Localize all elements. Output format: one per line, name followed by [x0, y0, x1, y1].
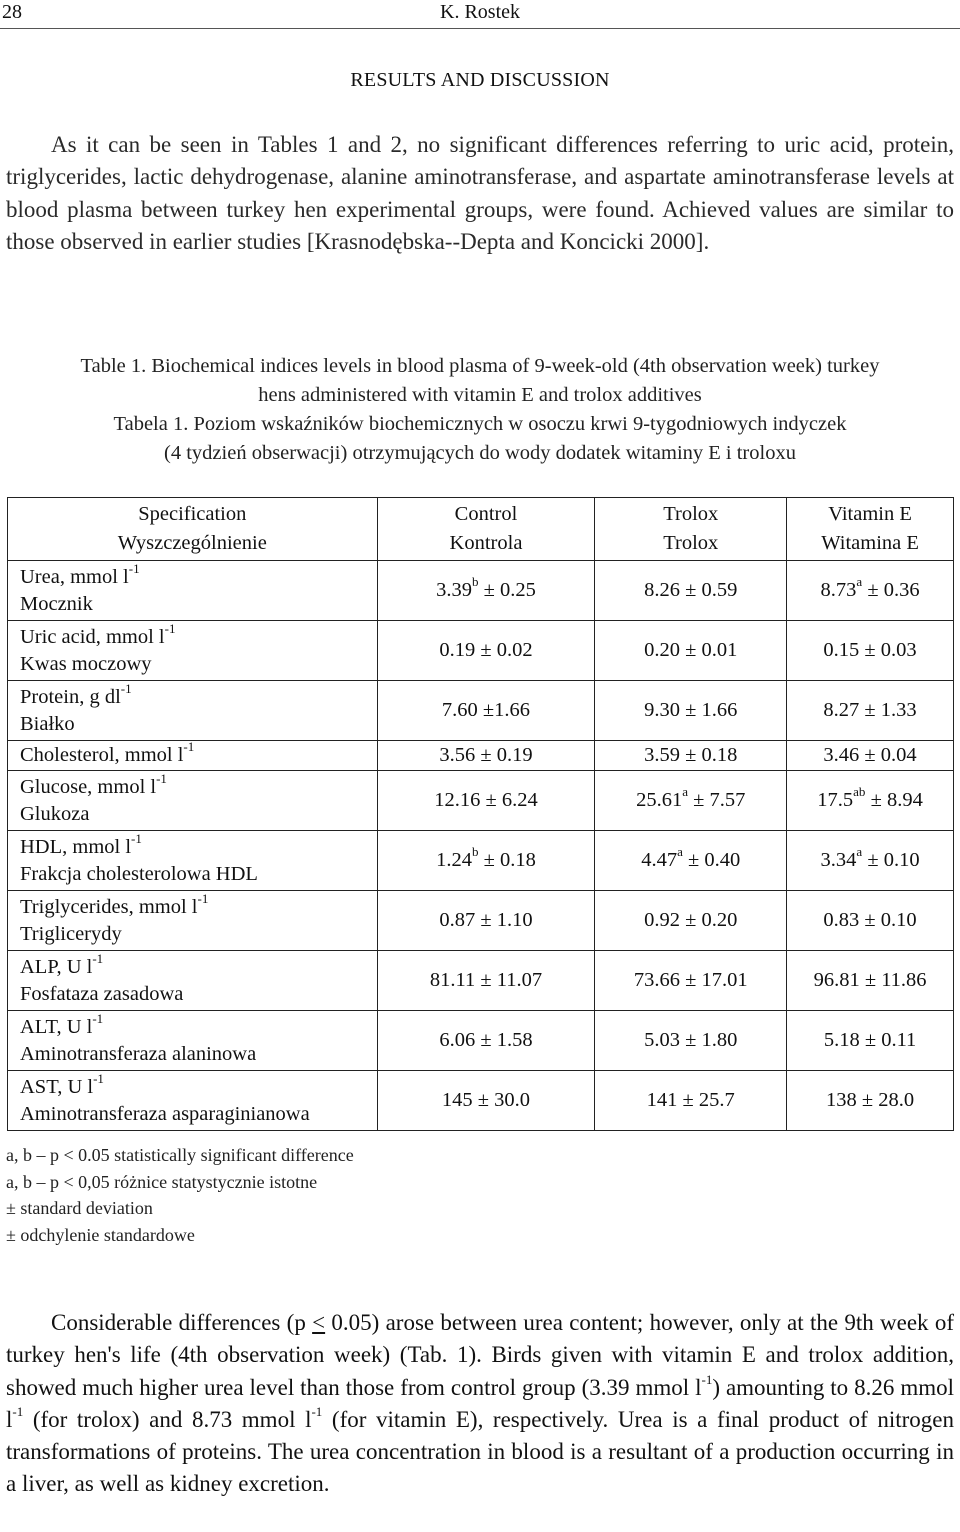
cell-trolox	[595, 951, 787, 1011]
cell-control	[377, 1071, 595, 1131]
row-name-pl: Triglicerydy	[20, 922, 122, 945]
cell-mean: 5.18 ± 0.11	[823, 1029, 917, 1051]
cell-mean: 8.27 ± 1.33	[823, 699, 917, 721]
unit-exponent: -1	[92, 950, 104, 966]
row-name-en	[20, 1070, 377, 1102]
unit-exponent: -1	[120, 680, 132, 696]
unit-exponent: -1	[156, 770, 167, 786]
row-name-en-text: Protein, g dl	[20, 685, 121, 708]
header-spec-en: Specification	[138, 503, 247, 525]
significance-letter: a	[856, 844, 863, 860]
row-name-pl: Frakcja cholesterolowa HDL	[20, 862, 258, 885]
row-name-en-text: ALP, U l	[20, 955, 93, 978]
row-specification	[8, 951, 378, 1011]
row-name-en	[20, 680, 377, 712]
row-name-en	[20, 620, 377, 652]
cell-mean: 1.24	[436, 849, 472, 871]
row-name-en-text: Cholesterol, mmol l	[20, 744, 184, 766]
table-row	[8, 681, 954, 741]
table-row	[8, 891, 954, 951]
row-specification	[8, 1011, 378, 1071]
cell-vitamin-e	[787, 891, 954, 951]
significance-letter: ab	[853, 784, 866, 800]
cell-mean: 3.39	[436, 579, 472, 601]
cell-control	[377, 561, 595, 621]
row-name-en-text: Uric acid, mmol l	[20, 625, 165, 648]
row-name-pl: Aminotransferaza alaninowa	[20, 1042, 257, 1065]
unit-exponent: -1	[311, 1404, 323, 1420]
row-name-en	[20, 770, 377, 802]
cell-mean: 4.47	[641, 849, 678, 871]
cell-mean: 8.73	[820, 579, 857, 601]
row-name-en-text: ALT, U l	[20, 1015, 93, 1038]
unit-exponent: -1	[12, 1404, 24, 1420]
header-specification	[8, 498, 378, 561]
row-name-en-text: Glucose, mmol l	[20, 775, 157, 798]
cell-mean: 81.11 ± 11.07	[429, 969, 543, 991]
cell-vitamin-e	[787, 621, 954, 681]
footnote: ± standard deviation	[6, 1198, 153, 1218]
caption-en-line1: Table 1. Biochemical indices levels in blood plasma of 9-week-old (4th observation week) turkey	[80, 355, 880, 377]
cell-mean: 0.92 ± 0.20	[644, 909, 738, 931]
cell-sd: ± 0.36	[862, 579, 920, 601]
cell-mean: 138 ± 28.0	[825, 1089, 915, 1111]
table-row	[8, 831, 954, 891]
row-name-pl: Mocznik	[20, 592, 93, 615]
row-name-en	[20, 741, 377, 770]
significance-letter: b	[471, 844, 479, 860]
row-name-en-text: Triglycerides, mmol l	[20, 895, 198, 918]
row-name-en	[20, 1010, 377, 1042]
cell-vitamin-e	[787, 1011, 954, 1071]
cell-vitamin-e	[787, 951, 954, 1011]
unit-exponent: -1	[92, 1010, 104, 1026]
row-name-pl: Białko	[20, 712, 75, 735]
cell-vitamin-e	[787, 771, 954, 831]
header-vite-pl: Witamina E	[821, 532, 919, 554]
header-spec-pl: Wyszczególnienie	[117, 532, 267, 554]
row-name-en-text: AST, U l	[20, 1075, 94, 1098]
discussion-text: (for trolox) and 8.73 mmol l	[23, 1406, 312, 1432]
header-control-en: Control	[454, 503, 518, 525]
cell-trolox	[595, 681, 787, 741]
cell-control	[377, 951, 595, 1011]
unit-exponent: -1	[701, 1371, 713, 1387]
table-row	[8, 1011, 954, 1071]
cell-sd: ± 8.94	[865, 789, 923, 811]
significance-letter: a	[677, 844, 683, 860]
cell-mean: 6.06 ± 1.58	[439, 1029, 533, 1051]
cell-mean: 3.56 ± 0.19	[439, 744, 533, 766]
cell-control	[377, 891, 595, 951]
row-specification	[8, 561, 378, 621]
cell-control	[377, 741, 595, 771]
row-specification	[8, 831, 378, 891]
row-name-en-text: Urea, mmol l	[20, 565, 129, 588]
discussion-text: (for vitamin E), respectively. Urea is a final product of nitrogen transformations of proteins. The urea concentration in blood is a resultant of a production occurring in a liver, as well as kidney excretion.	[6, 1406, 954, 1497]
cell-sd: ± 0.40	[682, 849, 741, 871]
cell-trolox	[595, 891, 787, 951]
cell-mean: 25.61	[636, 789, 683, 811]
unit-exponent: -1	[183, 739, 195, 755]
cell-mean: 0.87 ± 1.10	[439, 909, 533, 931]
header-vite-en: Vitamin E	[828, 503, 912, 525]
row-specification	[8, 771, 378, 831]
cell-mean: 17.5	[817, 789, 854, 811]
row-name-en	[20, 560, 377, 592]
cell-trolox	[595, 1011, 787, 1071]
cell-vitamin-e	[787, 1071, 954, 1131]
row-name-pl: Aminotransferaza asparaginianowa	[20, 1102, 310, 1125]
cell-trolox	[595, 621, 787, 681]
cell-control	[377, 1011, 595, 1071]
cell-control	[377, 771, 595, 831]
table-row	[8, 741, 954, 771]
row-name-en	[20, 950, 377, 982]
less-or-equal-symbol: <	[312, 1310, 326, 1335]
cell-vitamin-e	[787, 681, 954, 741]
row-name-pl: Glukoza	[20, 802, 90, 825]
cell-mean: 9.30 ± 1.66	[644, 699, 738, 721]
cell-sd: ± 0.18	[478, 849, 536, 871]
significance-letter: b	[471, 574, 479, 590]
footnote: ± odchylenie standardowe	[6, 1224, 195, 1245]
unit-exponent: -1	[128, 560, 140, 576]
header-vitamin-e	[787, 498, 954, 561]
row-name-pl: Fosfataza zasadowa	[20, 982, 184, 1005]
row-name-en	[20, 830, 377, 862]
header-control-pl: Kontrola	[449, 532, 523, 554]
cell-control	[377, 681, 595, 741]
unit-exponent: -1	[197, 890, 209, 906]
significance-letter: a	[682, 784, 688, 800]
header-trolox-en: Trolox	[663, 503, 719, 525]
cell-mean: 73.66 ± 17.01	[633, 969, 748, 991]
cell-sd: ± 7.57	[688, 789, 746, 811]
cell-trolox	[595, 741, 787, 771]
section-title: RESULTS AND DISCUSSION	[350, 69, 610, 91]
row-name-en	[20, 890, 377, 922]
row-specification	[8, 891, 378, 951]
cell-mean: 12.16 ± 6.24	[434, 789, 538, 811]
row-name-pl: Kwas moczowy	[20, 652, 152, 675]
intro-paragraph: As it can be seen in Tables 1 and 2, no significant differences referring to uric acid, protein, triglycerides, lactic dehydrogenase, alanine aminotransferase, and aspartate aminotransferase levels at blood plasma between turkey hen experimental groups, were found. Achieved values are similar to those observed in earlier studies [Krasnodębska--Depta and Koncicki 2000].	[6, 132, 954, 254]
unit-exponent: -1	[131, 830, 142, 846]
footnote: a, b – p < 0.05 statistically significant difference	[6, 1145, 354, 1165]
header-trolox	[595, 498, 787, 561]
row-specification	[8, 1071, 378, 1131]
row-name-en-text: HDL, mmol l	[20, 835, 132, 858]
discussion-text: 0.05) arose between urea content; however, only at the 9th week of turkey hen's life (4th observation week) (Tab. 1). Birds given with vitamin E and trolox addition, showed much higher urea level than those from control group (3.39 mmol l	[6, 1310, 954, 1400]
discussion-text: Considerable differences (p	[51, 1310, 313, 1335]
table-header-row	[8, 498, 954, 561]
cell-vitamin-e	[787, 561, 954, 621]
cell-sd: ± 0.10	[862, 849, 920, 871]
page-number: 28	[2, 1, 22, 23]
row-specification	[8, 621, 378, 681]
table-footnotes	[6, 1142, 354, 1248]
table-row	[8, 951, 954, 1011]
cell-mean: 3.34	[820, 849, 857, 871]
cell-mean: 3.46 ± 0.04	[823, 744, 917, 766]
cell-mean: 7.60 ±1.66	[441, 699, 531, 721]
running-head: K. Rostek	[440, 1, 520, 23]
cell-mean: 96.81 ± 11.86	[813, 969, 927, 991]
table-row	[8, 771, 954, 831]
row-specification	[8, 741, 378, 771]
unit-exponent: -1	[93, 1070, 104, 1086]
caption-pl-line1: Tabela 1. Poziom wskaźników biochemicznych w osoczu krwi 9-tygodniowych indyczek	[113, 413, 847, 435]
results-table	[7, 497, 954, 1131]
cell-vitamin-e	[787, 741, 954, 771]
discussion-text: ) amounting to 8.26 mmol l	[6, 1374, 954, 1432]
cell-mean: 3.59 ± 0.18	[644, 744, 738, 766]
cell-control	[377, 621, 595, 681]
cell-trolox	[595, 831, 787, 891]
cell-control	[377, 831, 595, 891]
table-row	[8, 1071, 954, 1131]
cell-mean: 0.83 ± 0.10	[823, 909, 917, 931]
header-control	[377, 498, 595, 561]
significance-letter: a	[856, 574, 863, 590]
caption-en-line2: hens administered with vitamin E and trolox additives	[258, 384, 702, 406]
cell-mean: 0.19 ± 0.02	[439, 639, 533, 661]
table-caption-en	[0, 352, 960, 410]
table-row	[8, 561, 954, 621]
table-body	[8, 561, 954, 1131]
cell-vitamin-e	[787, 831, 954, 891]
cell-mean: 145 ± 30.0	[441, 1089, 531, 1111]
row-specification	[8, 681, 378, 741]
cell-mean: 8.26 ± 0.59	[644, 579, 738, 601]
cell-sd: ± 0.25	[478, 579, 536, 601]
cell-mean: 141 ± 25.7	[646, 1089, 735, 1111]
header-rule	[0, 28, 960, 29]
unit-exponent: -1	[164, 620, 176, 636]
cell-trolox	[595, 1071, 787, 1131]
cell-trolox	[595, 771, 787, 831]
page-header	[0, 0, 960, 28]
table-caption-pl	[0, 410, 960, 468]
cell-trolox	[595, 561, 787, 621]
cell-mean: 5.03 ± 1.80	[644, 1029, 738, 1051]
cell-mean: 0.15 ± 0.03	[823, 639, 917, 661]
header-trolox-pl: Trolox	[663, 532, 719, 554]
caption-pl-line2: (4 tydzień obserwacji) otrzymujących do wody dodatek witaminy E i troloxu	[164, 442, 796, 464]
cell-mean: 0.20 ± 0.01	[644, 639, 738, 661]
discussion-paragraph	[6, 1307, 954, 1501]
table-row	[8, 621, 954, 681]
footnote: a, b – p < 0,05 różnice statystycznie istotne	[6, 1171, 318, 1192]
